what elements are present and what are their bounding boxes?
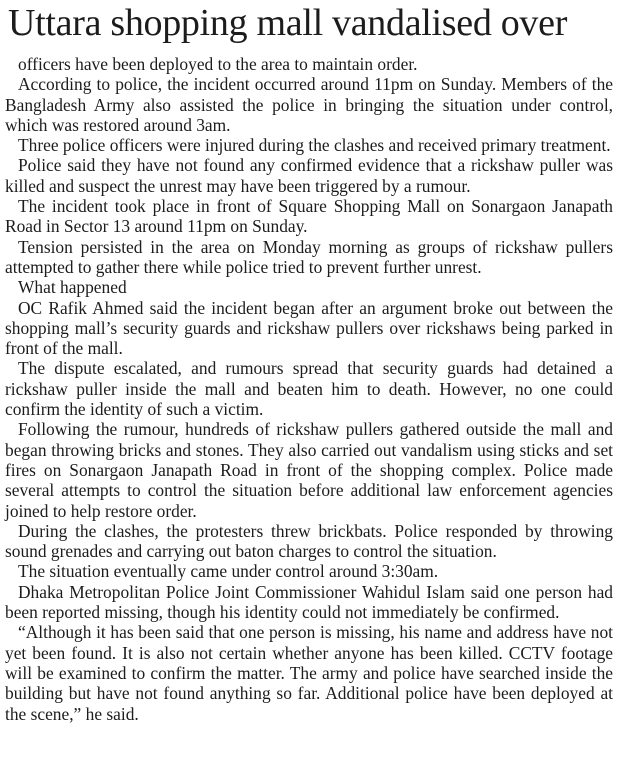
article-paragraph: Three police officers were injured during the clashes and received primary treatment. <box>18 135 611 156</box>
article-paragraph: During the clashes, the protesters threw brickbats. Police responded by throwing sound grenades and carrying out baton charges to control the situation. <box>5 520 613 562</box>
article-paragraph: OC Rafik Ahmed said the incident began after an argument broke out between the shopping mall’s security guards and rickshaw pullers over rickshaws being parked in front of the mall. <box>5 297 613 359</box>
headline: Uttara shopping mall vandalised over <box>8 2 568 44</box>
article-paragraph: The incident took place in front of Square Shopping Mall on Sonargaon Janapath Road in Sector 13 around 11pm on Sunday. <box>5 196 613 237</box>
article-paragraph: According to police, the incident occurred around 11pm on Sunday. Members of the Bangladesh Army also assisted the police in bringing the situation under control, which was restored around 3am. <box>5 74 613 135</box>
subheading-what-happened: What happened <box>18 277 127 298</box>
article-paragraph: Dhaka Metropolitan Police Joint Commissioner Wahidul Islam said one person had been reported missing, though his identity could not immediately be confirmed. <box>5 581 613 623</box>
article-paragraph: Tension persisted in the area on Monday morning as groups of rickshaw pullers attempted to gather there while police tried to prevent further unrest. <box>5 236 613 277</box>
article-paragraph: officers have been deployed to the area to maintain order. <box>18 54 418 74</box>
article-body <box>0 46 617 724</box>
article-paragraph: Police said they have not found any confirmed evidence that a rickshaw puller was killed and suspect the unrest may have been triggered by a rumour. <box>5 155 613 196</box>
article-paragraph: The situation eventually came under control around 3:30am. <box>18 561 439 582</box>
article-paragraph: “Although it has been said that one person is missing, his name and address have not yet been found. It is also not certain whether anyone has been killed. CCTV footage will be examined to confirm the matter. The army and police have searched inside the building but have not found anything so far. Additional police have been deployed at the scene,” he said. <box>5 622 613 724</box>
article-paragraph: Following the rumour, hundreds of rickshaw pullers gathered outside the mall and began throwing bricks and stones. They also carried out vandalism using sticks and set fires on Sonargaon Janapath Road in front of the shopping complex. Police made several attempts to control the situation before additional law enforcement agencies joined to help restore order. <box>5 419 613 521</box>
article-paragraph: The dispute escalated, and rumours spread that security guards had detained a rickshaw puller inside the mall and beaten him to death. However, no one could confirm the identity of such a victim. <box>5 358 613 420</box>
